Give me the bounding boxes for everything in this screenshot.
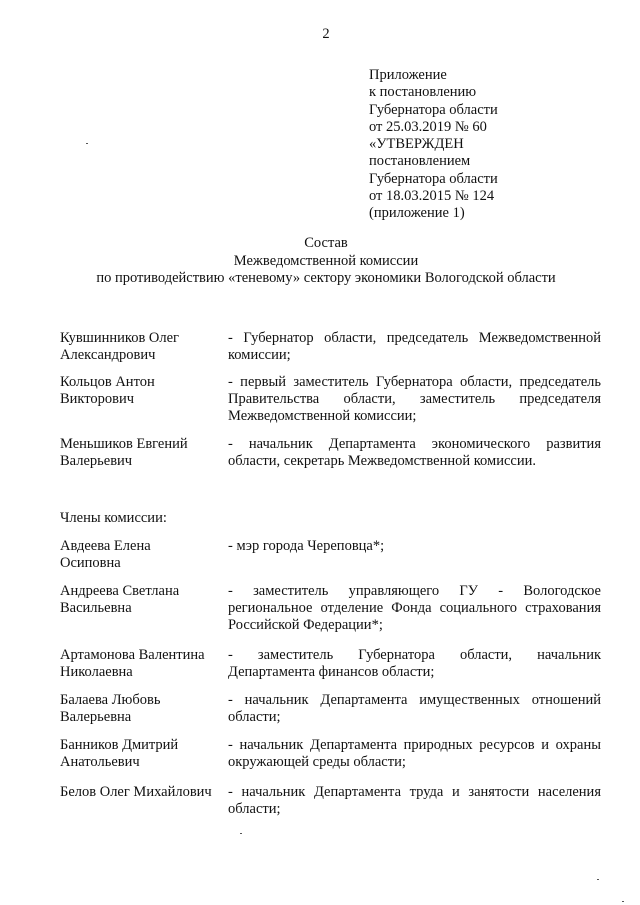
appendix-line: Губернатора области: [369, 170, 498, 187]
document-title: [0, 235, 640, 288]
person-role: - заместитель управляющего ГУ - Вологодское региональное отделение Фонда социального страхования Российской Федерации*;: [228, 583, 601, 633]
person-name: Белов Олег Михайлович: [60, 784, 212, 800]
appendix-line: (приложение 1): [369, 205, 465, 222]
person-name: Балаева Любовь Валерьевна: [60, 692, 161, 725]
title-line: Состав: [304, 235, 348, 251]
title-line: Межведомственной комиссии: [233, 252, 419, 269]
person-name: Банников Дмитрий Анатольевич: [60, 737, 179, 770]
members-heading: Члены комиссии:: [60, 510, 167, 526]
title-line: по противодействию «теневому» сектору экономики Вологодской области: [96, 270, 556, 286]
scan-speck: [86, 143, 88, 144]
person-role: - начальник Департамента экономического развития области, секретарь Межведомственной комиссии.: [228, 436, 601, 469]
person-role: - первый заместитель Губернатора области, председатель Правительства области, заместитель председателя Межведомственной комиссии;: [228, 374, 601, 424]
person-name: Артамонова Валентина Николаевна: [60, 647, 205, 680]
person-role: - начальник Департамента труда и занятости населения области;: [228, 784, 601, 817]
scan-speck: [597, 879, 599, 880]
page-number: 2: [322, 26, 330, 42]
person-role: - мэр города Череповца*;: [228, 538, 385, 554]
scan-speck: [622, 901, 624, 902]
person-role: - начальник Департамента имущественных отношений области;: [228, 692, 601, 725]
person-name: Кольцов Антон Викторович: [60, 374, 155, 407]
appendix-line: «УТВЕРЖДЕН: [369, 136, 464, 153]
appendix-line: от 18.03.2015 № 124: [369, 188, 495, 205]
appendix-line: от 25.03.2019 № 60: [369, 118, 487, 135]
person-role: - Губернатор области, председатель Межведомственной комиссии;: [228, 330, 601, 363]
person-role: - начальник Департамента природных ресурсов и охраны окружающей среды области;: [228, 737, 601, 770]
appendix-line: Приложение: [369, 67, 447, 83]
appendix-line: к постановлению: [369, 84, 477, 101]
appendix-block: [369, 67, 609, 223]
appendix-line: постановлением: [369, 153, 471, 170]
appendix-line: Губернатора области: [369, 101, 498, 118]
person-role: - заместитель Губернатора области, начальник Департамента финансов области;: [228, 647, 601, 680]
person-name: Андреева Светлана Васильевна: [60, 583, 180, 616]
person-name: Авдеева Елена Осиповна: [60, 538, 151, 571]
scan-speck: [240, 833, 242, 834]
person-name: Меньшиков Евгений Валерьевич: [60, 436, 188, 469]
person-name: Кувшинников Олег Александрович: [60, 330, 180, 363]
